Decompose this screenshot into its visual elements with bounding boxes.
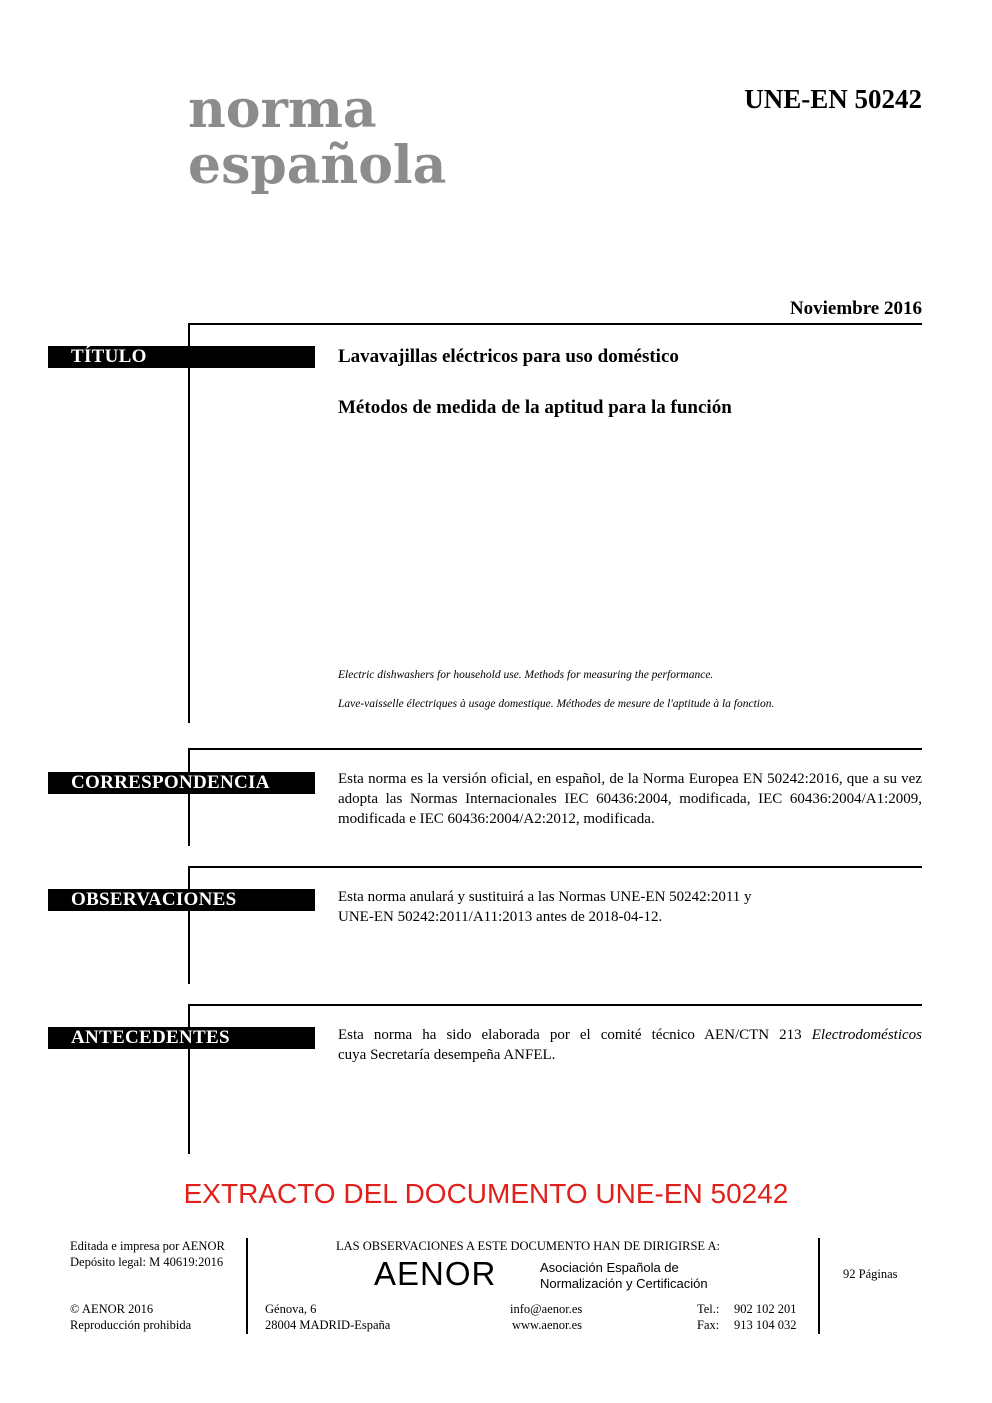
- footer-tel-label: Tel.:: [697, 1302, 720, 1316]
- footer-separator-right: [818, 1238, 820, 1334]
- label-observaciones: OBSERVACIONES: [48, 889, 315, 911]
- observaciones-line-1: Esta norma anulará y sustituirá a las Normas UNE-EN 50242:2011 y: [338, 889, 752, 905]
- section-divider-observaciones: [188, 866, 922, 868]
- brand-line-2: española: [188, 135, 447, 196]
- observaciones-line-2: UNE-EN 50242:2011/A11:2013 antes de 2018-04-12.: [338, 909, 663, 925]
- antecedentes-line-2: cuya Secretaría desempeña ANFEL.: [338, 1047, 556, 1063]
- french-title: Lave-vaisselle électriques à usage domestique. Méthodes de mesure de l'aptitude à la fonction.: [338, 698, 775, 710]
- footer-separator-left: [246, 1238, 248, 1334]
- label-correspondencia: CORRESPONDENCIA: [48, 772, 315, 794]
- footer-fax-label: Fax:: [697, 1318, 720, 1332]
- brand-title: [188, 79, 447, 196]
- english-title: Electric dishwashers for household use. Methods for measuring the performance.: [338, 669, 714, 681]
- footer-street: Génova, 6: [265, 1302, 317, 1316]
- footer-tel: 902 102 201: [734, 1302, 797, 1316]
- footer-deposit: Depósito legal: M 40619:2016: [70, 1255, 224, 1269]
- correspondencia-text: Esta norma es la versión oficial, en español, de la Norma Europea EN 50242:2016, que a su vez adopta las Normas Internacionales IEC 60436:2004, modificada, IEC 60436:2004/A1:2009, modificada e IEC 60436:2004/A2:2012, modificada.: [338, 771, 922, 827]
- title-line-2: Métodos de medida de la aptitud para la función: [338, 397, 732, 418]
- footer-edited: Editada e impresa por AENOR: [70, 1239, 225, 1253]
- aenor-org-name: [540, 1260, 708, 1292]
- section-rule-observaciones: [188, 866, 190, 984]
- aenor-org-line-2: Normalización y Certificación: [540, 1276, 708, 1291]
- footer-copyright: © AENOR 2016: [70, 1302, 154, 1316]
- section-rule-correspondencia: [188, 748, 190, 846]
- brand-line-1: norma: [188, 79, 377, 140]
- footer-observations-header: LAS OBSERVACIONES A ESTE DOCUMENTO HAN DE DIRIGIRSE A:: [336, 1239, 720, 1253]
- antecedentes-prefix: Esta norma ha sido elaborada por el comité técnico AEN/CTN 213: [338, 1027, 812, 1043]
- antecedentes-line-1: [338, 1025, 922, 1045]
- footer-pages: 92 Páginas: [843, 1267, 898, 1281]
- label-antecedentes: ANTECEDENTES: [48, 1027, 315, 1049]
- footer-address: [265, 1301, 390, 1333]
- antecedentes-text: [338, 1025, 922, 1065]
- footer-city: 28004 MADRID-España: [265, 1318, 391, 1332]
- aenor-org-line-1: Asociación Española de: [540, 1260, 679, 1275]
- footer-fax: 913 104 032: [734, 1318, 797, 1332]
- label-titulo: TÍTULO: [48, 346, 315, 368]
- section-rule-titulo: [188, 323, 190, 723]
- footer-web: www.aenor.es: [512, 1318, 583, 1332]
- publication-date: Noviembre 2016: [789, 298, 922, 319]
- footer-reproduction: Reproducción prohibida: [70, 1318, 192, 1332]
- extract-notice: EXTRACTO DEL DOCUMENTO UNE-EN 50242: [183, 1178, 789, 1209]
- footer-phone-fax: [697, 1301, 797, 1333]
- footer-contact: [510, 1301, 582, 1333]
- footer-fax-row: [697, 1317, 797, 1333]
- standard-code: UNE-EN 50242: [744, 84, 922, 114]
- title-line-1: Lavavajillas eléctricos para uso doméstico: [338, 346, 679, 367]
- section-divider-titulo: [188, 323, 922, 325]
- section-divider-correspondencia: [188, 748, 922, 750]
- footer-rights: [70, 1301, 191, 1333]
- antecedentes-committee: Electrodomésticos: [811, 1027, 922, 1043]
- aenor-logo: AENOR: [374, 1255, 497, 1292]
- footer-tel-row: [697, 1301, 797, 1317]
- footer-email: info@aenor.es: [510, 1302, 583, 1316]
- section-divider-antecedentes: [188, 1004, 922, 1006]
- observaciones-text: [338, 887, 922, 927]
- footer-edition: [70, 1238, 225, 1270]
